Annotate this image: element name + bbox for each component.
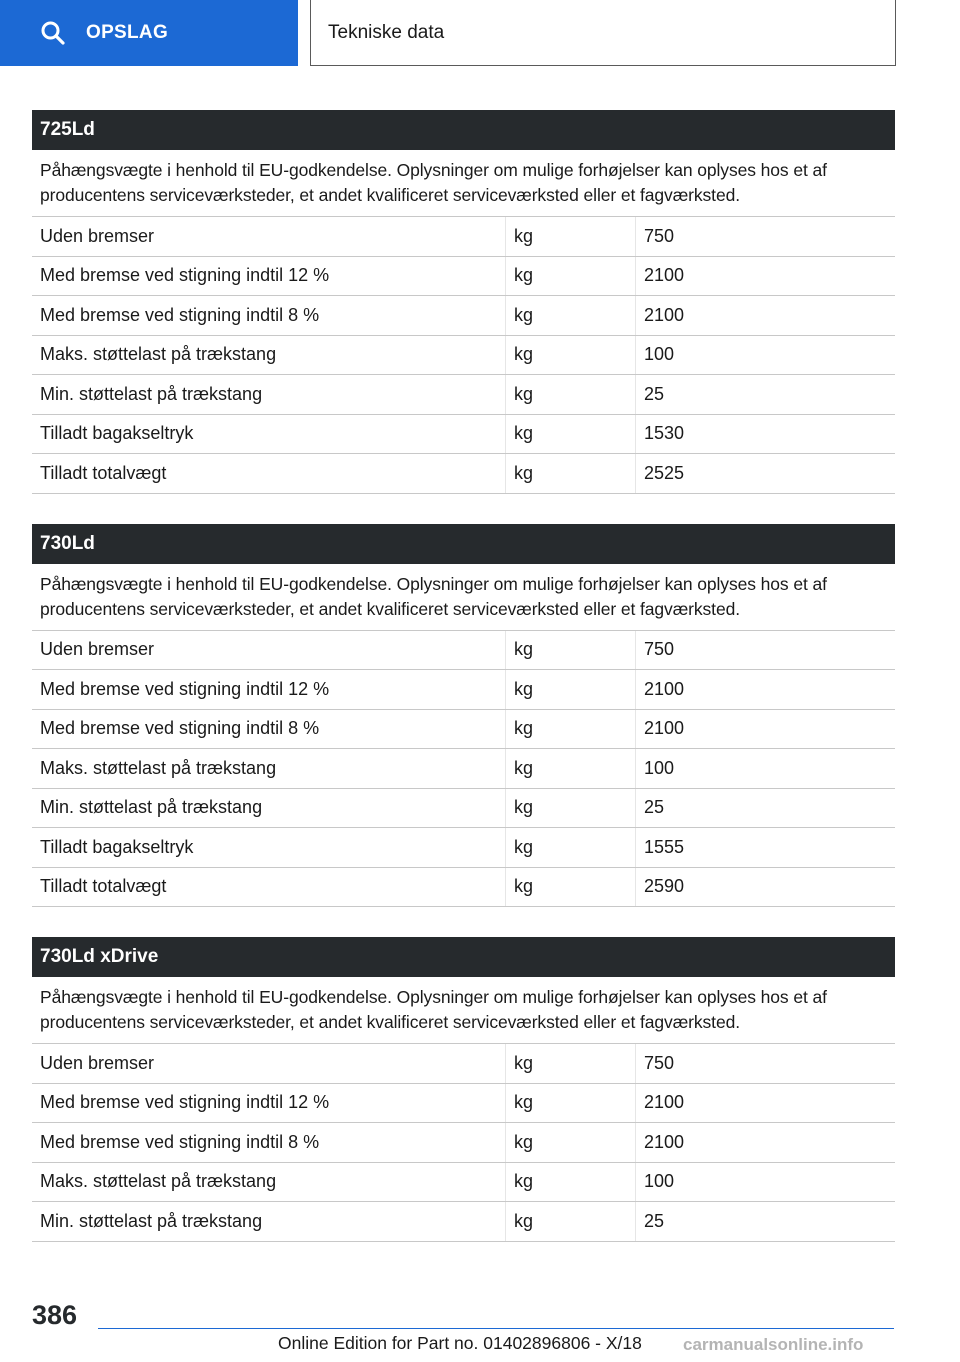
row-label: Uden bremser (32, 1044, 506, 1083)
row-unit: kg (506, 749, 636, 788)
row-unit: kg (506, 1202, 636, 1241)
row-value: 25 (644, 383, 665, 404)
row-value: 750 (644, 639, 675, 660)
row-label: Med bremse ved stigning indtil 12 % (32, 670, 506, 709)
table-row (32, 454, 895, 494)
row-unit: kg (506, 336, 636, 375)
row-label: Med bremse ved stigning indtil 8 % (32, 710, 506, 749)
section-description: Påhængsvægte i henhold til EU-godkendelse. Oplysninger om mulige forhøjelser kan oplyses hos et af producentens serviceværksteder, et andet kvalificeret serviceværksted eller et fagværksted. (32, 564, 895, 631)
table-row (32, 631, 895, 671)
search-icon (40, 20, 66, 46)
row-unit: kg (506, 1163, 636, 1202)
row-label: Maks. støttelast på trækstang (32, 749, 506, 788)
row-value: 2100 (644, 678, 685, 699)
table-row (32, 296, 895, 336)
table-row (32, 1202, 895, 1242)
row-unit: kg (506, 454, 636, 493)
row-unit: kg (506, 670, 636, 709)
table-row (32, 749, 895, 789)
row-value: 100 (644, 344, 675, 365)
row-label: Tilladt bagakseltryk (32, 415, 506, 454)
table-row (32, 710, 895, 750)
row-label: Med bremse ved stigning indtil 12 % (32, 1084, 506, 1123)
row-value: 25 (644, 797, 665, 818)
footer-divider (98, 1328, 894, 1329)
row-label: Med bremse ved stigning indtil 8 % (32, 296, 506, 335)
section-heading: 730Ld (32, 524, 895, 564)
section-heading: 730Ld xDrive (32, 937, 895, 977)
table-row (32, 828, 895, 868)
table-row (32, 375, 895, 415)
row-value: 2100 (644, 265, 685, 286)
page-number: 386 (32, 1300, 78, 1330)
table-row (32, 415, 895, 455)
row-unit: kg (506, 1044, 636, 1083)
row-label: Min. støttelast på trækstang (32, 1202, 506, 1241)
table-row (32, 1044, 895, 1084)
row-unit: kg (506, 217, 636, 256)
row-unit: kg (506, 296, 636, 335)
row-unit: kg (506, 1123, 636, 1162)
row-value: 100 (644, 1171, 675, 1192)
row-unit: kg (506, 375, 636, 414)
table-row (32, 670, 895, 710)
spec-section (32, 937, 895, 1242)
row-unit: kg (506, 710, 636, 749)
row-unit: kg (506, 868, 636, 907)
table-row (32, 1123, 895, 1163)
row-value: 2100 (644, 1131, 685, 1152)
row-unit: kg (506, 789, 636, 828)
page-title: Tekniske data (328, 21, 445, 43)
row-value: 750 (644, 225, 675, 246)
row-label: Tilladt totalvægt (32, 454, 506, 493)
row-unit: kg (506, 631, 636, 670)
row-value: 25 (644, 1210, 665, 1231)
row-unit: kg (506, 415, 636, 454)
watermark-text: carmanualsonline.info (683, 1335, 864, 1354)
table-row (32, 217, 895, 257)
row-label: Uden bremser (32, 217, 506, 256)
row-value: 750 (644, 1052, 675, 1073)
row-value: 1530 (644, 423, 685, 444)
row-value: 2590 (644, 876, 685, 897)
row-value: 1555 (644, 836, 685, 857)
row-value: 100 (644, 757, 675, 778)
section-heading: 725Ld (32, 110, 895, 150)
row-label: Maks. støttelast på trækstang (32, 1163, 506, 1202)
table-row (32, 336, 895, 376)
spec-sections (32, 110, 895, 1272)
row-value: 2100 (644, 718, 685, 739)
row-label: Med bremse ved stigning indtil 8 % (32, 1123, 506, 1162)
table-row (32, 257, 895, 297)
row-label: Tilladt bagakseltryk (32, 828, 506, 867)
search-label: OPSLAG (86, 22, 169, 43)
table-row (32, 1163, 895, 1203)
spec-section (32, 524, 895, 908)
row-label: Maks. støttelast på trækstang (32, 336, 506, 375)
row-label: Med bremse ved stigning indtil 12 % (32, 257, 506, 296)
row-label: Min. støttelast på trækstang (32, 375, 506, 414)
table-row (32, 1084, 895, 1124)
section-description: Påhængsvægte i henhold til EU-godkendelse. Oplysninger om mulige forhøjelser kan oplyses hos et af producentens serviceværksteder, et andet kvalificeret serviceværksted eller et fagværksted. (32, 977, 895, 1044)
search-button[interactable] (0, 0, 298, 66)
table-row (32, 868, 895, 908)
section-description: Påhængsvægte i henhold til EU-godkendelse. Oplysninger om mulige forhøjelser kan oplyses hos et af producentens serviceværksteder, et andet kvalificeret serviceværksted eller et fagværksted. (32, 150, 895, 217)
row-unit: kg (506, 257, 636, 296)
row-label: Uden bremser (32, 631, 506, 670)
row-unit: kg (506, 828, 636, 867)
row-unit: kg (506, 1084, 636, 1123)
page-footer (0, 1290, 960, 1362)
edition-text: Online Edition for Part no. 01402896806 - X/18 (278, 1333, 642, 1353)
page-title-tab[interactable] (310, 0, 896, 66)
row-value: 2100 (644, 304, 685, 325)
row-label: Tilladt totalvægt (32, 868, 506, 907)
row-value: 2100 (644, 1092, 685, 1113)
spec-section (32, 110, 895, 494)
row-label: Min. støttelast på trækstang (32, 789, 506, 828)
table-row (32, 789, 895, 829)
top-bar (0, 0, 960, 66)
row-value: 2525 (644, 462, 685, 483)
